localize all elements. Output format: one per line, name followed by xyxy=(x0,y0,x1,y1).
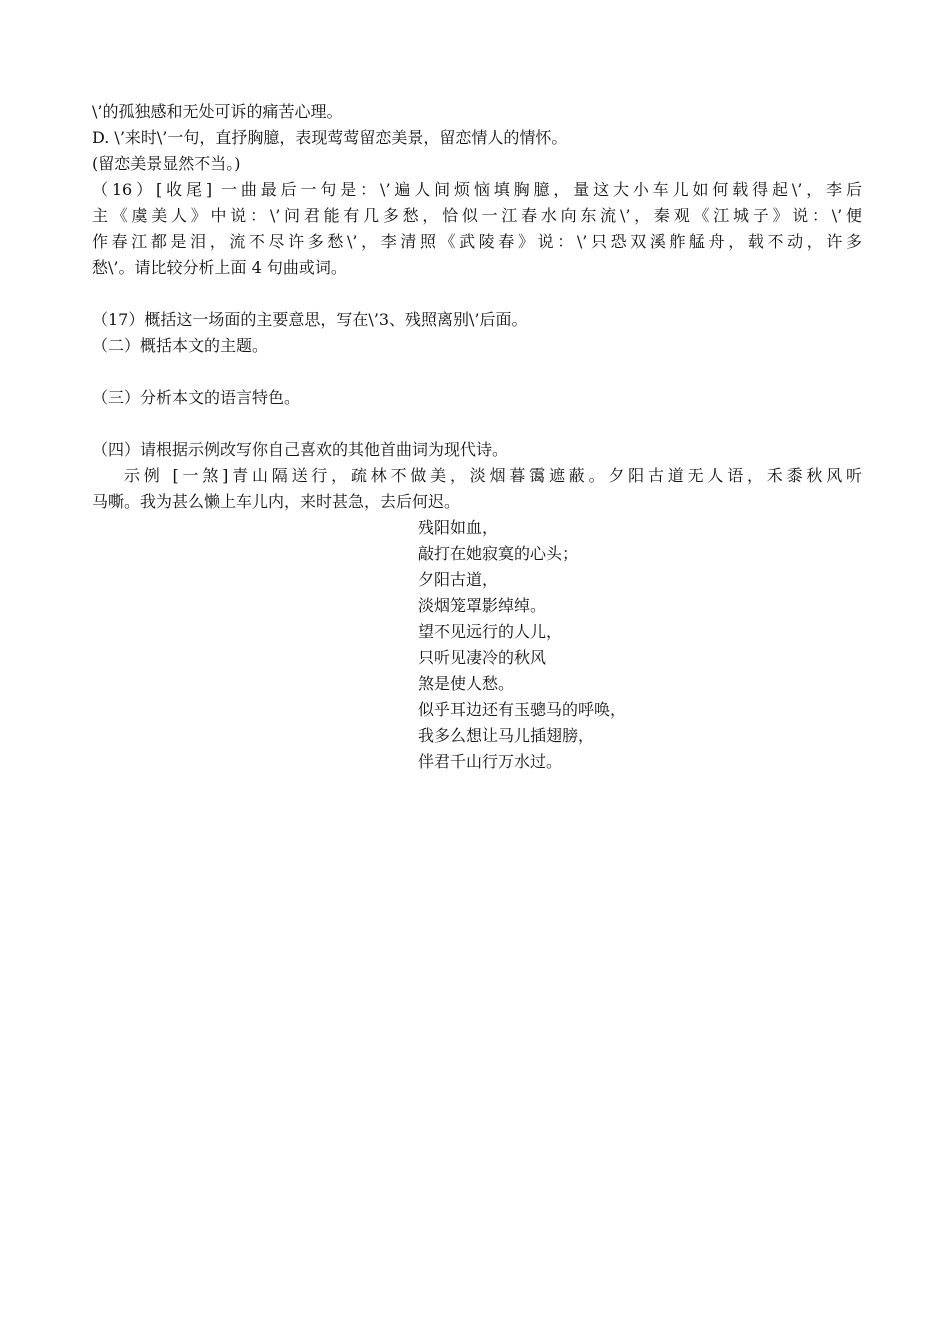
section-2-line: （二）概括本文的主题。 xyxy=(92,336,269,355)
section-3-line: （三）分析本文的语言特色。 xyxy=(92,388,301,407)
question-16-line-3: 作春江都是泪，流不尽许多愁\’，李清照《武陵春》说：\’只恐双溪舴艋舟，载不动，许多 xyxy=(92,232,862,251)
note-line: (留恋美景显然不当。) xyxy=(92,154,241,173)
poem-line-5: 望不见远行的人儿， xyxy=(418,622,563,641)
poem-line-3: 夕阳古道， xyxy=(418,570,499,589)
example-line-2: 马嘶。我为甚么懒上车儿内，来时甚急，去后何迟。 xyxy=(92,492,461,511)
text-line-1: \’的孤独感和无处可诉的痛苦心理。 xyxy=(92,102,343,121)
poem-line-7: 煞是使人愁。 xyxy=(418,674,515,693)
question-16-line-2: 主《虞美人》中说：\’问君能有几多愁，恰似一江春水向东流\’，秦观《江城子》说：\’便 xyxy=(92,206,862,225)
poem-line-8: 似乎耳边还有玉骢马的呼唤， xyxy=(418,700,627,719)
question-16-line-4: 愁\’。请比较分析上面 4 句曲或词。 xyxy=(92,258,347,277)
option-d-line: D. \’来时\’一句，直抒胸臆，表现莺莺留恋美景，留恋情人的情怀。 xyxy=(92,128,568,147)
poem-line-10: 伴君千山行万水过。 xyxy=(418,752,563,771)
question-16-line-1: （16）[收尾] 一曲最后一句是：\’遍人间烦恼填胸臆，量这大小车儿如何载得起\’，李后 xyxy=(92,180,862,199)
poem-line-6: 只听见凄冷的秋风 xyxy=(418,648,547,667)
poem-line-2: 敲打在她寂寞的心头； xyxy=(418,544,579,563)
poem-line-1: 残阳如血， xyxy=(418,518,499,537)
example-line-1: 示例 [一煞]青山隔送行，疏林不做美，淡烟暮霭遮蔽。夕阳古道无人语，禾黍秋风听 xyxy=(124,466,862,485)
poem-line-9: 我多么想让马儿插翅膀， xyxy=(418,726,595,745)
question-17-line: （17）概括这一场面的主要意思，写在\’3、残照离别\’后面。 xyxy=(92,310,528,329)
section-4-line: （四）请根据示例改写你自己喜欢的其他首曲词为现代诗。 xyxy=(92,440,509,459)
poem-line-4: 淡烟笼罩影绰绰。 xyxy=(418,596,547,615)
